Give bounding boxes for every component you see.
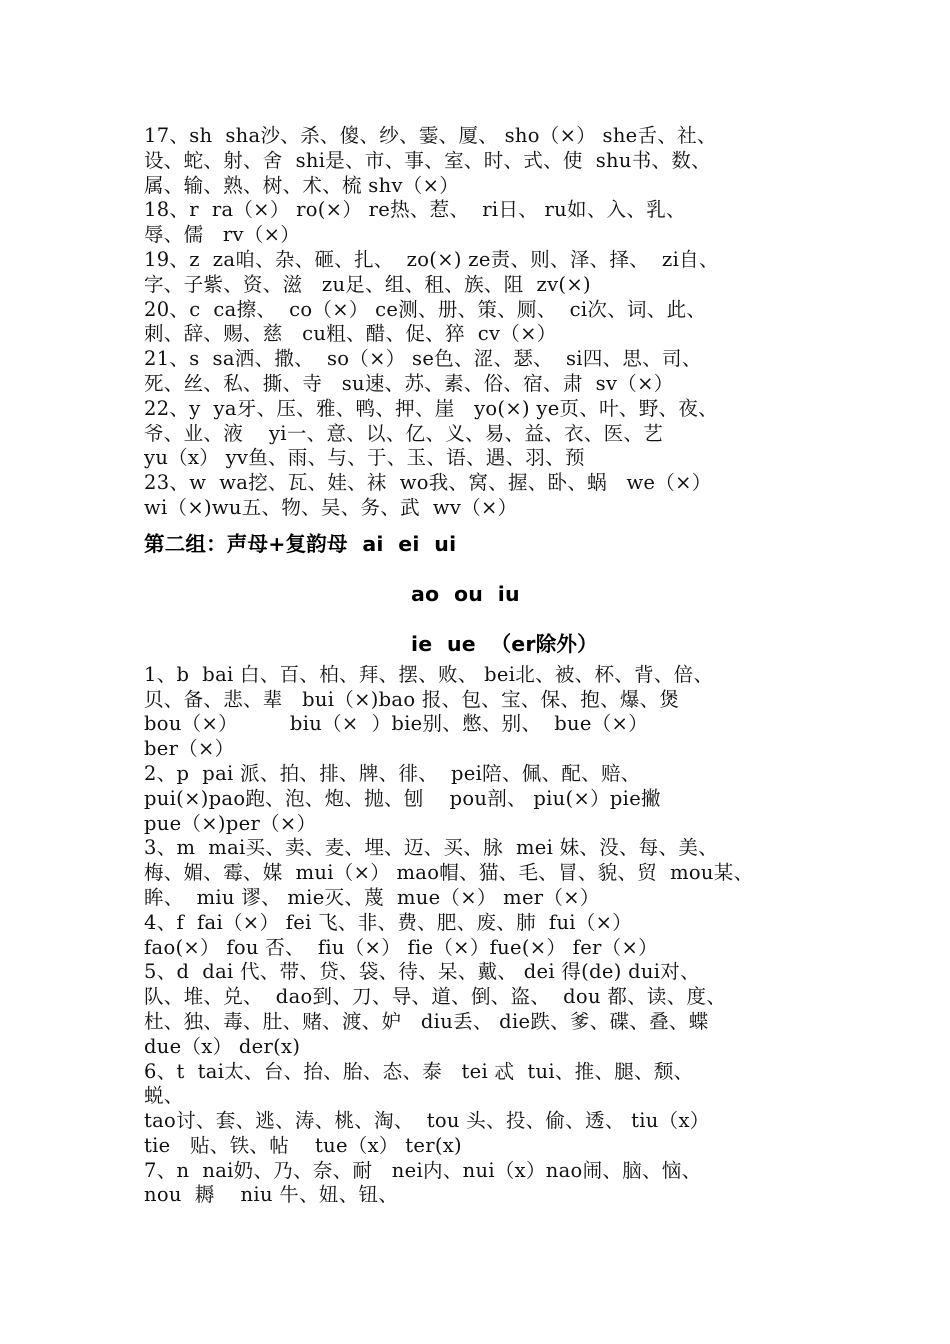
text-line: 22、y ya牙、压、雅、鸭、押、崖 yo(×) ye页、叶、野、夜、 [144, 396, 718, 420]
text-line: 刺、辞、赐、慈 cu粗、醋、促、猝 cv（×） [144, 322, 557, 346]
text-line: 5、d dai 代、带、贷、袋、待、呆、戴、 dei 得(de) dui对、 [144, 960, 700, 984]
text-line: 爷、业、液 yi一、意、以、亿、义、易、益、衣、医、艺 [144, 421, 664, 445]
group2-block [144, 663, 844, 1209]
text-line: tao讨、套、逃、涛、桃、淘、 tou 头、投、偷、透、 tiu（x） [144, 1109, 710, 1133]
text-line: 队、堆、兑、 dao到、刀、导、道、倒、盗、 dou 都、读、度、 [144, 985, 727, 1009]
section-heading-line2: ao ou iu [411, 581, 520, 606]
text-line: 19、z za咱、杂、砸、扎、 zo(×) ze责、则、泽、择、 zi自、 [144, 247, 719, 271]
text-line: 蜕、 [144, 1084, 184, 1108]
document-body [144, 124, 844, 1208]
text-line: 4、f fai（×） fei 飞、非、费、肥、废、肺 fui（×） [144, 910, 633, 934]
text-line: 字、子紫、资、滋 zu足、组、租、族、阻 zv(×) [144, 272, 591, 296]
group1-block [144, 124, 844, 521]
text-line: 属、输、熟、树、术、梳 shv（×） [144, 173, 460, 197]
text-line: 6、t tai太、台、抬、胎、态、泰 tei 忒 tui、推、腿、颓、 [144, 1059, 694, 1083]
text-line: 杜、独、毒、肚、赌、渡、妒 diu丢、 die跌、爹、碟、叠、蝶 [144, 1009, 709, 1033]
text-line: wi（×)wu五、物、吴、务、武 wv（×） [144, 495, 518, 519]
text-line: 1、b bai 白、百、柏、拜、摆、败、 bei北、被、杯、背、倍、 [144, 662, 714, 686]
text-line: 2、p pai 派、拍、排、牌、徘、 pei陪、佩、配、赔、 [144, 761, 641, 785]
text-line: 18、r ra（×） ro(×） re热、惹、 ri日、 ru如、入、乳、 [144, 198, 686, 222]
text-line: 23、w wa挖、瓦、娃、袜 wo我、窝、握、卧、蜗 we（×） [144, 471, 712, 495]
text-line: 3、m mai买、卖、麦、埋、迈、买、脉 mei 妹、没、每、美、 [144, 836, 719, 860]
section-heading-line3: ie ue （er除外） [411, 631, 598, 656]
text-line: 贝、备、悲、辈 bui（×)bao 报、包、宝、保、抱、爆、煲 [144, 687, 680, 711]
text-line: 梅、媚、霉、媒 mui（×） mao帽、猫、毛、冒、貌、贸 mou某、 [144, 861, 754, 885]
text-line: fao(×） fou 否、 fiu（×） fie（×）fue(×） fer（×） [144, 935, 658, 959]
text-line: due（x） der(x) [144, 1034, 301, 1058]
text-line: 设、蛇、射、舍 shi是、市、事、室、时、式、使 shu书、数、 [144, 148, 711, 172]
text-line: pue（×)per（×） [144, 811, 317, 835]
text-line: 7、n nai奶、乃、奈、耐 nei内、nui（x）nao闹、脑、恼、 [144, 1158, 702, 1182]
section-heading-line1: 第二组：声母+复韵母 ai ei ui [144, 531, 457, 556]
text-line: tie 贴、铁、帖 tue（x） ter(x) [144, 1133, 462, 1157]
text-line: 21、s sa洒、撒、 so（×） se色、涩、瑟、 si四、思、司、 [144, 347, 702, 371]
text-line: 辱、儒 rv（×） [144, 223, 301, 247]
text-line: 17、sh sha沙、杀、傻、纱、霎、厦、 sho（×） she舌、社、 [144, 124, 717, 147]
text-line: nou 耨 niu 牛、妞、钮、 [144, 1183, 399, 1207]
text-line: 眸、 miu 谬、 mie灭、蔑 mue（×） mer（×） [144, 885, 600, 909]
text-line: ber（×） [144, 737, 235, 761]
text-line: 20、c ca擦、 co（×） ce测、册、策、厕、 ci次、词、此、 [144, 297, 707, 321]
text-line: pui(×)pao跑、泡、炮、抛、刨 pou剖、 piu(×）pie撇 [144, 786, 661, 810]
text-line: 死、丝、私、撕、寺 su速、苏、素、俗、宿、肃 sv（×） [144, 371, 674, 395]
text-line: yu（x） yv鱼、雨、与、于、玉、语、遇、羽、预 [144, 446, 585, 470]
text-line: bou（×） biu（× ）bie别、憋、别、 bue（×） [144, 712, 648, 736]
